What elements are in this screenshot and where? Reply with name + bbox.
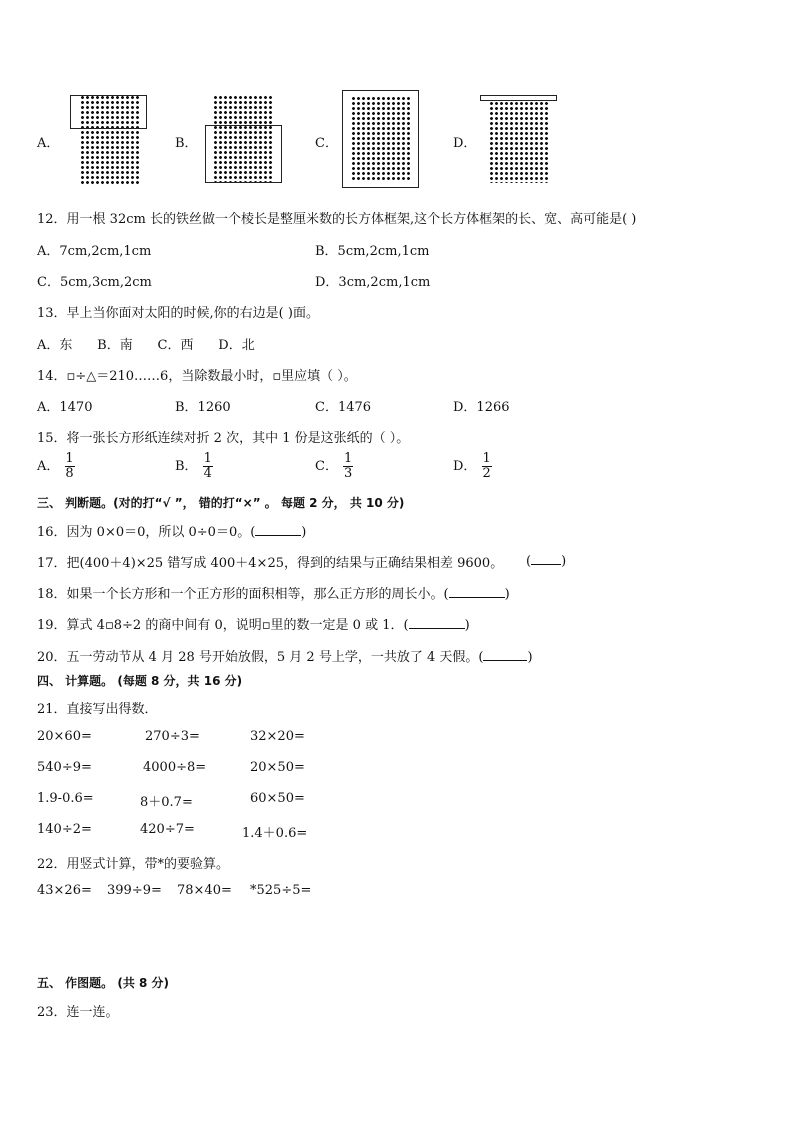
q22-item: *525÷5=	[250, 883, 312, 898]
q15-option-d: D． $\frac{1}{2}$	[453, 451, 491, 481]
q15-stem: 15．将一张长方形纸连续对折 2 次，其中 1 份是这张纸的（ ）。	[37, 431, 410, 446]
q16: 16．因为 0×0＝0，所以 0÷0＝0。( )	[37, 525, 307, 540]
q21-item: 20×50=	[250, 760, 305, 775]
fraction: $\frac{1}{3}$	[343, 451, 353, 481]
q11-option-b-label: B．	[175, 136, 198, 151]
q11-option-d-figure	[480, 95, 560, 187]
answer-blank[interactable]	[483, 648, 527, 661]
q21-stem: 21．直接写出得数．	[37, 702, 158, 717]
q18: 18．如果一个长方形和一个正方形的面积相等，那么正方形的周长小。( )	[37, 587, 510, 602]
q12-option-d: D．3cm,2cm,1cm	[315, 275, 431, 290]
q12-option-a: A．7cm,2cm,1cm	[37, 244, 152, 259]
q22-item: 399÷9=	[107, 883, 162, 898]
q11-option-a-label: A．	[37, 136, 60, 151]
q17: 17．把(400＋4)×25 错写成 400＋4×25，得到的结果与正确结果相差 9600。	[37, 556, 504, 571]
q22-item: 43×26=	[37, 883, 92, 898]
q14-option-b: B．1260	[175, 400, 231, 415]
q22-stem: 22．用竖式计算，带*的要验算。	[37, 857, 230, 872]
q13-options: A．东 B．南 C．西 D．北	[37, 338, 255, 353]
fraction: $\frac{1}{8}$	[65, 451, 74, 481]
q15-option-a: A． $\frac{1}{8}$	[37, 451, 74, 481]
q11-option-c-label: C．	[315, 136, 338, 151]
q21-item: 540÷9=	[37, 760, 92, 775]
q14-option-c: C．1476	[315, 400, 372, 415]
answer-blank[interactable]	[531, 552, 561, 565]
q21-item: 1.9-0.6=	[37, 791, 94, 806]
q20: 20．五一劳动节从 4 月 28 号开始放假，5 月 2 号上学，一共放了 4 天假。( )	[37, 650, 533, 665]
q21-item: 8＋0.7=	[140, 795, 193, 810]
q14-option-a: A．1470	[37, 400, 93, 415]
q12-option-b: B．5cm,2cm,1cm	[315, 244, 430, 259]
q15-option-c: C． $\frac{1}{3}$	[315, 451, 353, 481]
section-3-heading: 三、 判断题。(对的打“√ ”， 错的打“×” 。 每题 2 分， 共 10 分)	[37, 496, 405, 510]
q23-stem: 23．连一连。	[37, 1005, 119, 1020]
q21-item: 420÷7=	[140, 822, 195, 837]
fraction: $\frac{1}{2}$	[482, 451, 491, 481]
section-5-heading: 五、 作图题。 (共 8 分)	[37, 976, 170, 990]
q21-item: 32×20=	[250, 729, 305, 744]
q21-item: 4000÷8=	[143, 760, 207, 775]
answer-blank[interactable]	[449, 585, 505, 598]
q21-item: 60×50=	[250, 791, 305, 806]
section-4-heading: 四、 计算题。 (每题 8 分，共 16 分)	[37, 674, 243, 688]
q15-option-b: B． $\frac{1}{4}$	[175, 451, 212, 481]
q12-option-c: C．5cm,3cm,2cm	[37, 275, 152, 290]
q14-stem: 14．▫÷△＝210……6，当除数最小时，▫里应填（ ）。	[37, 369, 357, 384]
q11-option-d-label: D．	[453, 136, 477, 151]
q21-item: 140÷2=	[37, 822, 92, 837]
answer-blank[interactable]	[409, 616, 465, 629]
q11-option-c-figure	[342, 90, 422, 190]
q22-item: 78×40=	[177, 883, 232, 898]
q11-option-b-figure	[205, 95, 285, 187]
q12-stem: 12．用一根 32cm 长的铁丝做一个棱长是整厘米数的长方体框架,这个长方体框架的长、宽、高可能是( )	[37, 212, 637, 227]
q21-item: 270÷3=	[145, 729, 200, 744]
fraction: $\frac{1}{4}$	[203, 451, 212, 481]
q14-option-d: D．1266	[453, 400, 510, 415]
q17-answer: ( )	[526, 554, 567, 569]
q11-option-a-figure	[70, 95, 150, 187]
q13-stem: 13．早上当你面对太阳的时候,你的右边是( )面。	[37, 306, 319, 321]
answer-blank[interactable]	[255, 523, 301, 536]
q21-item: 1.4＋0.6=	[242, 826, 308, 841]
q21-item: 20×60=	[37, 729, 92, 744]
q19: 19．算式 4▫8÷2 的商中间有 0，说明▫里的数一定是 0 或 1．( )	[37, 618, 470, 633]
